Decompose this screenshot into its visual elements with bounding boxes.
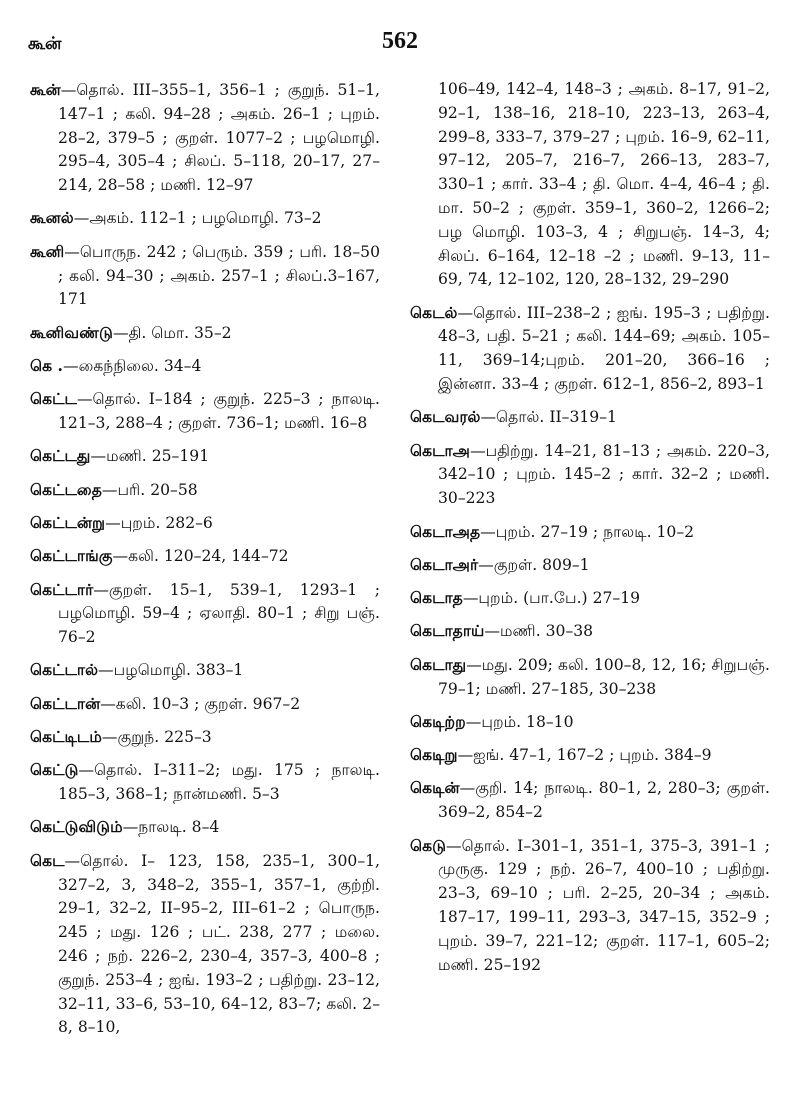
entry-references: —பரி. 20–58 bbox=[101, 480, 198, 499]
entry-headword: கெட்டு bbox=[30, 760, 79, 780]
entry-headword: கெட்டுவிடும் bbox=[30, 817, 123, 837]
entry-headword: கெடல் bbox=[410, 302, 458, 322]
entry-headword: கூனிவண்டு bbox=[30, 322, 113, 342]
index-entry bbox=[30, 578, 380, 650]
index-entry bbox=[30, 354, 380, 379]
entry-references: —மணி. 30–38 bbox=[484, 622, 594, 641]
entry-references: —மது. 209; கலி. 100–8, 12, 16; சிறுபஞ். 79–1; மணி. 27–185, 30–238 bbox=[438, 655, 770, 698]
index-entry bbox=[410, 301, 770, 397]
entry-headword: கெடாத bbox=[410, 588, 463, 608]
page-number: 562 bbox=[382, 28, 418, 54]
entry-references: —பொருந. 242 ; பெரும். 359 ; பரி. 18–50 ; கலி. 94–30 ; அகம். 257–1 ; சிலப்.3–167, 171 bbox=[58, 242, 380, 309]
entry-headword: கெட்டிடம் bbox=[30, 727, 102, 747]
index-entry bbox=[410, 834, 770, 978]
entry-headword: கெட bbox=[30, 850, 65, 870]
entry-headword: கெடாஅத bbox=[410, 521, 481, 541]
index-entry bbox=[30, 658, 380, 683]
page-header bbox=[0, 28, 800, 64]
index-entry bbox=[30, 444, 380, 469]
entry-references: —புறம். 18–10 bbox=[465, 712, 574, 731]
entry-references: —தொல். III–238–2 ; ஐங். 195–3 ; பதிற்று. 48–3, பதி. 5–21 ; கலி. 144–69; அகம். 105–11, 369–14;புறம். 201–20, 366–16 ; இன்னா. 33–4 ; குறள். 612–1, 856–2, 893–1 bbox=[438, 303, 770, 394]
index-entry bbox=[30, 725, 380, 750]
entry-headword: கெட்டான் bbox=[30, 693, 101, 713]
index-entry bbox=[30, 206, 380, 231]
entry-references: —தொல். I– 123, 158, 235–1, 300–1, 327–2, 3, 348–2, 355–1, 357–1, குற்றி. 29–1, 32–2, II–95–2, III–61–2 ; பொருந. 245 ; மது. 126 ; பட். 238, 277 ; மலை. 246 ; நற். 226–2, 230–4, 357–3, 400–8 ; குறுந். 253–4 ; ஐங். 193–2 ; பதிற்று. 23–12, 32–11, 33–6, 53–10, 64–12, 83–7; கலி. 2–8, 8–10, bbox=[58, 851, 380, 1037]
entry-headword: கூனி bbox=[30, 241, 65, 261]
index-entry bbox=[410, 710, 770, 735]
left-column bbox=[30, 78, 380, 1049]
entry-headword: கெடின் bbox=[410, 778, 460, 798]
index-entry bbox=[30, 758, 380, 807]
index-entry bbox=[410, 586, 770, 611]
index-entry bbox=[410, 776, 770, 825]
entry-references: —தொல். I–301–1, 351–1, 375–3, 391–1 ; முருகு. 129 ; நற். 26–7, 400–10 ; பதிற்று. 23–3, 69–10 ; பரி. 2–25, 20–34 ; அகம். 187–17, 199–11, 293–3, 347–15, 352–9 ; புறம். 39–7, 221–12; குறள். 117–1, 605–2; மணி. 25–192 bbox=[438, 836, 770, 974]
index-entry bbox=[30, 240, 380, 312]
entry-references: —கலி. 10–3 ; குறள். 967–2 bbox=[100, 694, 301, 713]
index-entry bbox=[30, 321, 380, 346]
index-entry bbox=[410, 405, 770, 430]
entry-headword: கெடாதாய் bbox=[410, 621, 485, 641]
entry-references: —குறுந். 225–3 bbox=[101, 728, 212, 747]
entry-references: —தொல். II–319–1 bbox=[480, 408, 617, 427]
index-entry bbox=[30, 387, 380, 436]
entry-references: —தொல். I–311–2; மது. 175 ; நாலடி. 185–3, 368–1; நான்மணி. 5–3 bbox=[58, 761, 380, 804]
entry-headword: கெடாது bbox=[410, 654, 467, 674]
entry-references: —புறம். 27–19 ; நாலடி. 10–2 bbox=[480, 522, 695, 541]
entry-headword: கெடவரல் bbox=[410, 407, 481, 427]
entry-references: —தி. மொ. 35–2 bbox=[112, 323, 232, 342]
entry-references: —பழமொழி. 383–1 bbox=[98, 661, 244, 680]
entry-headword: கூனல் bbox=[30, 208, 74, 228]
entry-headword: கெடாஅ bbox=[410, 440, 470, 460]
entry-references: —புறம். 282–6 bbox=[105, 513, 213, 532]
index-entry bbox=[410, 439, 770, 511]
entry-references: —நாலடி. 8–4 bbox=[122, 818, 220, 837]
entry-headword: கெட்டார் bbox=[30, 579, 94, 599]
entry-headword: கெ . bbox=[30, 355, 63, 375]
entry-headword: கூன் bbox=[30, 80, 61, 99]
entry-references: —குறி. 14; நாலடி. 80–1, 2, 280–3; குறள். 369–2, 854–2 bbox=[438, 779, 770, 822]
entry-headword: கெடிற்ற bbox=[410, 711, 466, 731]
entry-references: —அகம். 112–1 ; பழமொழி. 73–2 bbox=[73, 209, 322, 228]
entry-headword: கெட்டாங்கு bbox=[30, 546, 113, 566]
entry-references: —புறம். (பா.பே.) 27–19 bbox=[462, 589, 641, 608]
entry-references: —குறள். 15–1, 539–1, 1293–1 ; பழமொழி. 59–4 ; ஏலாதி. 80–1 ; சிறு பஞ். 76–2 bbox=[58, 580, 380, 647]
entry-references: —கைந்நிலை. 34–4 bbox=[62, 356, 202, 375]
entry-headword: கெட்ட bbox=[30, 389, 77, 409]
entry-headword: கெட்டது bbox=[30, 446, 91, 466]
entry-headword: கெடிறு bbox=[410, 745, 458, 765]
index-entry bbox=[30, 815, 380, 840]
index-entry bbox=[410, 619, 770, 644]
entry-headword: கெட்டன்று bbox=[30, 512, 106, 532]
entry-references: —பதிற்று. 14–21, 81–13 ; அகம். 220–3, 342–10 ; புறம். 145–2 ; கார். 32–2 ; மணி. 30–223 bbox=[438, 441, 770, 508]
running-head: கூன் bbox=[28, 34, 62, 54]
index-entry bbox=[30, 511, 380, 536]
index-entry bbox=[30, 78, 380, 198]
index-entry bbox=[410, 653, 770, 702]
entry-references: —மணி. 25–191 bbox=[90, 447, 210, 466]
entry-headword: கெடு bbox=[410, 835, 447, 855]
entry-references: —குறள். 809–1 bbox=[478, 555, 590, 574]
index-entry bbox=[30, 478, 380, 503]
entry-headword: கெடாஅர் bbox=[410, 554, 479, 574]
entry-headword: கெட்டதை bbox=[30, 479, 102, 499]
index-entry bbox=[410, 520, 770, 545]
entry-references: —தொல். III–355–1, 356–1 ; குறுந். 51–1, 147–1 ; கலி. 94–28 ; அகம். 26–1 ; புறம். 28–2, 379–5 ; குறள். 1077–2 ; பழமொழி. 295–4, 305–4 ; சிலப். 5–118, 20–17, 27–214, 28–58 ; மணி. 12–97 bbox=[58, 81, 380, 195]
entry-references: —ஐங். 47–1, 167–2 ; புறம். 384–9 bbox=[457, 746, 712, 765]
entry-references: —கலி. 120–24, 144–72 bbox=[112, 547, 289, 566]
index-entry bbox=[30, 544, 380, 569]
right-column bbox=[410, 78, 770, 986]
entry-references: 106–49, 142–4, 148–3 ; அகம். 8–17, 91–2, 92–1, 138–16, 218–10, 223–13, 263–4, 299–8, 333–7, 379–27 ; புறம். 16–9, 62–11, 97–12, 205–7, 216–7, 266–13, 283–7, 330–1 ; கார். 33–4 ; தி. மொ. 4–4, 46–4 ; தி. மா. 50–2 ; குறள். 359–1, 360–2, 1266–2; பழ மொழி. 103–3, 4 ; சிறுபஞ். 14–3, 4; சிலப். 6–164, 12–18 –2 ; மணி. 9–13, 11–69, 74, 12–102, 120, 28–132, 29–290 bbox=[438, 80, 770, 289]
index-entry bbox=[410, 553, 770, 578]
index-entry bbox=[410, 78, 770, 292]
index-entry bbox=[410, 743, 770, 768]
index-entry bbox=[30, 692, 380, 717]
entry-headword: கெட்டால் bbox=[30, 660, 99, 680]
index-entry bbox=[30, 849, 380, 1040]
entry-references: —தொல். I–184 ; குறுந். 225–3 ; நாலடி. 121–3, 288–4 ; குறள். 736–1; மணி. 16–8 bbox=[58, 390, 380, 433]
